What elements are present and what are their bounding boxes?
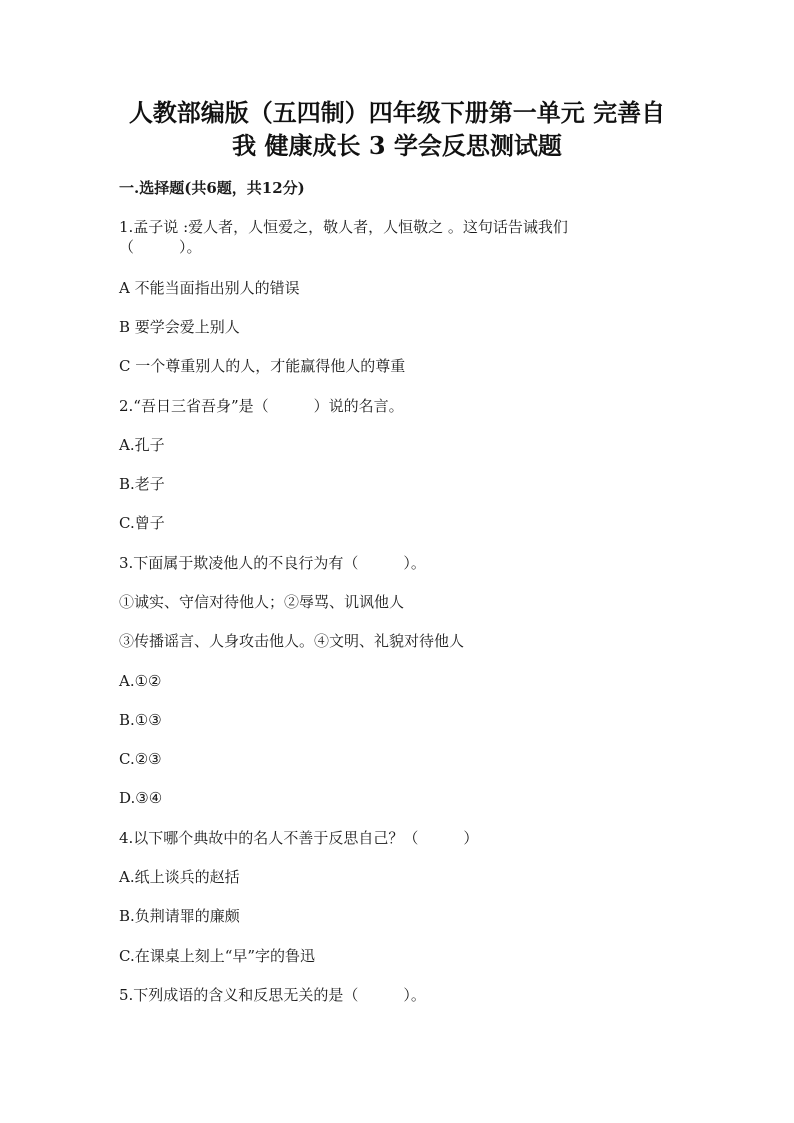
question-4-option-c: C.在课桌上刻上“早”字的鲁迅 bbox=[119, 947, 316, 965]
question-1-option-b: B 要学会爱上别人 bbox=[119, 318, 240, 336]
question-3-option-d: D.③④ bbox=[119, 789, 163, 807]
question-3-option-b: B.①③ bbox=[119, 711, 162, 729]
question-4-option-a: A.纸上谈兵的赵括 bbox=[119, 868, 240, 886]
section-heading: 一.选择题(共6题，共12分) bbox=[119, 179, 305, 197]
question-3-stem: 3.下面属于欺凌他人的不良行为有（ ）。 bbox=[119, 554, 426, 572]
document-title bbox=[100, 96, 694, 162]
question-3-statement-1: ①诚实、守信对待他人；②辱骂、讥讽他人 bbox=[119, 593, 405, 611]
question-1-stem-line-2: （ ）。 bbox=[119, 238, 202, 256]
title-line-2: 我 健康成长 3 学会反思测试题 bbox=[232, 131, 562, 160]
question-4-stem: 4.以下哪个典故中的名人不善于反思自己？（ ） bbox=[119, 829, 479, 847]
question-1-stem-line-1: 1.孟子说 :爱人者，人恒爱之，敬人者，人恒敬之 。这句话告诫我们 bbox=[119, 218, 568, 236]
title-line-1: 人教部编版（五四制）四年级下册第一单元 完善自 bbox=[128, 98, 666, 127]
question-3-option-a: A.①② bbox=[119, 672, 162, 690]
question-1-option-a: A 不能当面指出别人的错误 bbox=[119, 279, 300, 297]
question-2-stem: 2.“吾日三省吾身”是（ ）说的名言。 bbox=[119, 397, 404, 415]
question-5-stem: 5.下列成语的含义和反思无关的是（ ）。 bbox=[119, 986, 426, 1004]
question-3-option-c: C.②③ bbox=[119, 750, 162, 768]
question-2-option-b: B.老子 bbox=[119, 475, 165, 493]
question-4-option-b: B.负荆请罪的廉颇 bbox=[119, 907, 240, 925]
question-2-option-c: C.曾子 bbox=[119, 514, 165, 532]
question-2-option-a: A.孔子 bbox=[119, 436, 165, 454]
question-1-option-c: C 一个尊重别人的人，才能赢得他人的尊重 bbox=[119, 357, 406, 375]
question-3-statement-2: ③传播谣言、人身攻击他人。④文明、礼貌对待他人 bbox=[119, 632, 465, 650]
